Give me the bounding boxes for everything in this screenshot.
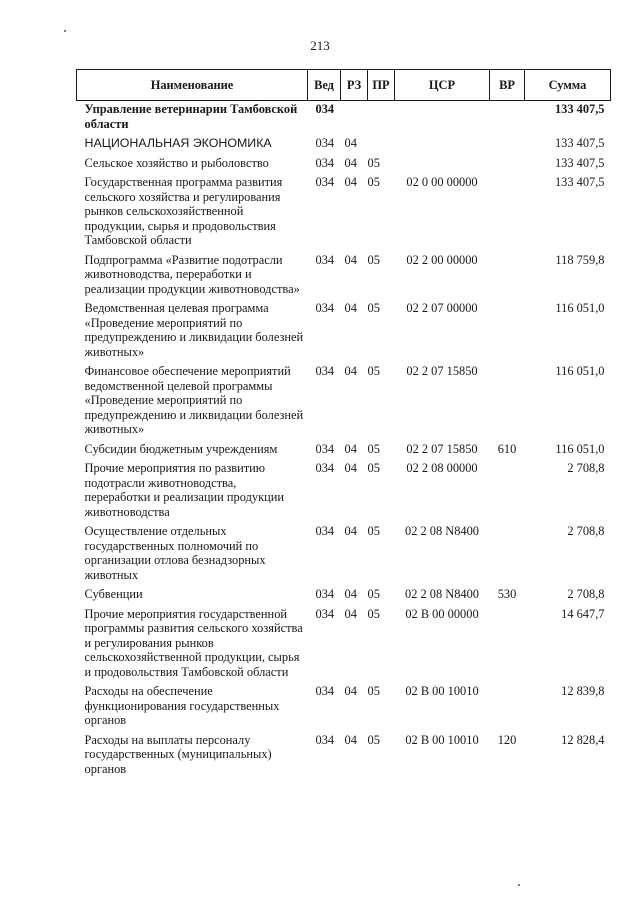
page-number: 213 [310,38,330,53]
row-pr: 05 [367,587,380,601]
scan-speck [64,30,66,32]
row-name: Прочие мероприятия государственной программы развития сельского хозяйства и регулирования рынков сельскохозяйственной продукции, сырья и продовольствия Тамбовской области [84,606,303,679]
row-ved: 034 [315,732,335,747]
row-csr: 02 2 08 N8400 [405,587,479,601]
row-name: Подпрограмма «Развитие подотрасли животноводства, переработки и реализации продукции животноводства» [84,252,300,296]
row-vr [490,174,525,252]
row-ved: 034 [315,136,335,150]
row-sum: 133 407,5 [554,102,605,116]
table-row [77,155,611,175]
header-ved: Вед [308,70,341,101]
row-ved: 034 [315,301,335,315]
row-csr [395,155,490,175]
row-sum: 2 708,8 [567,587,605,601]
row-pr: 05 [367,301,380,315]
row-name: Субвенции [84,587,143,601]
row-vr [490,363,525,441]
row-ved: 034 [315,606,335,621]
row-rz: 04 [344,252,357,267]
table-row [77,683,611,732]
row-sum: 2 708,8 [567,461,605,475]
row-ved: 034 [315,684,335,698]
row-sum: 133 407,5 [554,175,605,189]
row-vr: 610 [497,441,517,456]
header-vr: ВР [490,70,525,101]
row-csr: 02 В 00 10010 [405,684,479,698]
budget-table [76,69,611,780]
table-row [77,732,611,781]
table-row [77,441,611,461]
row-name: Ведомственная целевая программа «Проведение мероприятий по предупреждению и ликвидации болезней животных» [84,301,304,359]
row-vr [490,523,525,586]
row-sum: 116 051,0 [555,301,605,315]
row-name: Осуществление отдельных государственных полномочий по организации отлова безнадзорных животных [84,524,266,582]
row-name: Расходы на обеспечение функционирования государственных органов [84,684,280,727]
row-ved: 034 [315,461,335,475]
row-pr: 05 [367,732,380,747]
row-name: Расходы на выплаты персоналу государственных (муниципальных) органов [84,732,272,776]
table-row [77,252,611,301]
row-pr: 05 [367,524,380,538]
row-pr [368,101,395,136]
row-pr: 05 [367,461,380,475]
row-sum: 2 708,8 [567,524,605,538]
row-pr: 05 [367,155,380,170]
row-pr: 05 [367,175,380,189]
row-vr [490,101,525,136]
row-pr [368,135,395,155]
row-ved: 034 [315,175,335,189]
row-rz: 04 [344,155,357,170]
row-ved: 034 [315,252,335,267]
row-pr: 05 [367,684,380,698]
row-name: Финансовое обеспечение мероприятий ведомственной целевой программы «Проведение мероприятий по предупреждению и ликвидации болезней животных» [84,364,304,436]
row-rz: 04 [344,524,357,538]
row-name: Управление ветеринарии Тамбовской области [84,102,298,131]
row-vr [490,606,525,684]
table-row [77,586,611,606]
row-pr: 05 [367,364,380,378]
row-vr: 530 [497,587,517,601]
row-sum: 12 839,8 [561,684,605,698]
row-rz: 04 [344,301,357,315]
table-row [77,101,611,136]
table-row [77,523,611,586]
row-vr: 120 [497,732,517,747]
row-vr [490,300,525,363]
row-vr [490,683,525,732]
table-row [77,460,611,523]
row-ved: 034 [315,364,335,378]
row-csr: 02 В 00 00000 [405,606,479,621]
scan-speck [518,884,520,886]
row-name: Сельское хозяйство и рыболовство [84,155,269,170]
row-sum: 118 759,8 [555,252,605,267]
header-rz: РЗ [341,70,368,101]
row-pr: 05 [367,441,380,456]
row-name: НАЦИОНАЛЬНАЯ ЭКОНОМИКА [84,136,272,150]
row-sum: 116 051,0 [555,441,605,456]
row-csr: 02 2 07 00000 [406,301,478,315]
row-ved: 034 [315,587,335,601]
row-ved: 034 [315,441,335,456]
row-ved: 034 [315,102,335,116]
table-row [77,174,611,252]
row-pr: 05 [367,606,380,621]
row-name: Субсидии бюджетным учреждениям [84,441,278,456]
row-rz: 04 [344,461,357,475]
table-header-row [77,70,611,101]
row-vr [490,155,525,175]
row-pr: 05 [367,252,380,267]
row-vr [490,252,525,301]
row-csr: 02 2 07 15850 [406,364,478,378]
header-pr: ПР [368,70,395,101]
row-csr: 02 2 08 N8400 [405,524,479,538]
row-rz: 04 [344,587,357,601]
row-csr: 02 В 00 10010 [405,732,479,747]
row-csr: 02 0 00 00000 [406,175,478,189]
row-sum: 14 647,7 [561,606,605,621]
table-row [77,135,611,155]
table-row [77,363,611,441]
header-sum: Сумма [525,70,611,101]
header-csr: ЦСР [395,70,490,101]
row-ved: 034 [315,155,335,170]
row-rz: 04 [344,441,357,456]
row-rz: 04 [344,136,357,150]
row-csr [395,101,490,136]
table-row [77,606,611,684]
row-rz: 04 [344,732,357,747]
row-ved: 034 [315,524,335,538]
row-sum: 116 051,0 [555,364,605,378]
row-sum: 133 407,5 [554,136,605,150]
row-csr: 02 2 00 00000 [406,252,478,267]
row-name: Государственная программа развития сельского хозяйства и регулирования рынков сельскохозяйственной продукции, сырья и продовольствия Тамбовской области [84,175,283,247]
row-rz: 04 [344,364,357,378]
row-csr: 02 2 07 15850 [406,441,478,456]
row-name: Прочие мероприятия по развитию подотрасли животноводства, переработки и реализации продукции животноводства [84,461,284,519]
row-rz: 04 [344,175,357,189]
row-rz: 04 [344,684,357,698]
table-row [77,300,611,363]
row-sum: 12 828,4 [561,732,605,747]
row-vr [490,460,525,523]
row-csr [395,135,490,155]
row-csr: 02 2 08 00000 [406,461,478,475]
row-rz: 04 [344,606,357,621]
row-rz [341,101,368,136]
header-name: Наименование [77,70,308,101]
row-vr [490,135,525,155]
row-sum: 133 407,5 [554,155,605,170]
